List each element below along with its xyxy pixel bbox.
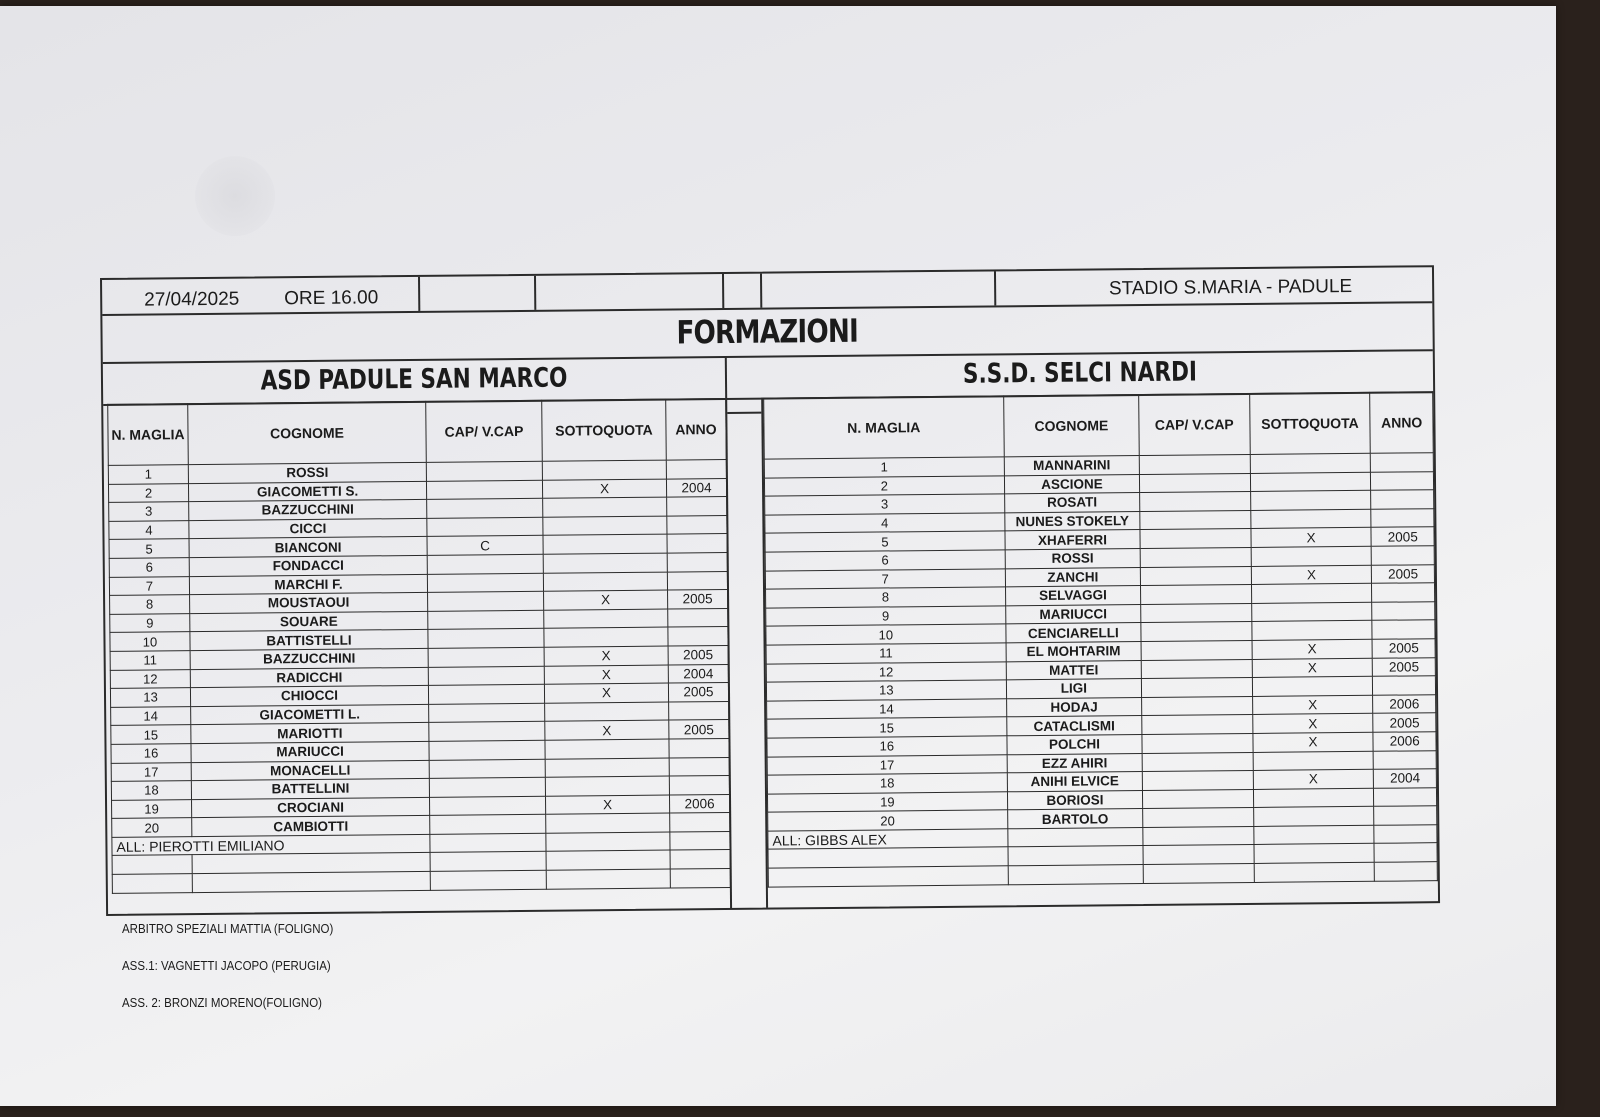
player-captain [428,629,544,649]
teams-divider [725,356,727,398]
player-year: 2005 [1372,639,1435,658]
player-year [669,776,729,795]
player-number: 20 [112,818,192,837]
player-number: 11 [766,643,1006,664]
table-cell [1254,862,1375,882]
player-number: 19 [112,799,192,818]
player-number: 3 [109,502,189,521]
player-captain [427,517,543,537]
match-date: 27/04/2025 [144,288,240,311]
player-year [1372,601,1435,620]
player-surname: CHIOCCI [190,685,428,706]
player-surname: SOUARE [190,611,428,632]
player-surname: MARIOTTI [191,723,429,744]
away-coach: ALL: GIBBS ALEX [768,829,1008,850]
player-surname: POLCHI [1007,734,1143,754]
player-surname: MARIUCCI [1005,604,1141,624]
player-number: 16 [111,744,191,763]
referee-line: ARBITRO SPEZIALI MATTIA (FOLIGNO) [122,922,334,936]
player-surname: EL MOHTARIM [1006,641,1142,661]
player-underage [542,460,666,480]
player-surname: LIGI [1006,679,1142,699]
player-captain [1142,678,1253,698]
table-cell [192,853,430,874]
player-captain [429,759,545,779]
player-year [670,813,730,832]
player-number: 14 [767,699,1007,720]
player-captain: C [427,536,543,556]
player-underage: X [542,479,666,499]
player-year: 2005 [668,645,728,664]
player-underage: X [1253,732,1374,752]
player-underage [1250,453,1371,473]
player-surname: MARCHI F. [189,574,427,595]
player-year: 2005 [1371,527,1434,546]
player-captain [427,573,543,593]
player-underage: X [1252,639,1373,659]
player-surname: MARIUCCI [191,741,429,762]
player-surname: MANNARINI [1004,456,1140,476]
player-number: 1 [108,465,188,484]
player-surname: ROSSI [188,462,426,483]
col-underage: SOTTOQUOTA [542,399,667,461]
player-captain [428,666,544,686]
table-cell [670,869,730,888]
player-captain [1141,603,1252,623]
col-captain: CAP/ V.CAP [1139,393,1250,455]
player-captain [1140,547,1251,567]
player-surname: CICCI [189,518,427,539]
table-cell [1375,862,1438,881]
header-divider [534,276,536,310]
player-captain [1140,492,1251,512]
player-surname: CATACLISMI [1006,716,1142,736]
player-underage [545,758,669,778]
player-captain [428,610,544,630]
player-number: 3 [765,494,1005,515]
player-underage [1250,472,1371,492]
player-number: 4 [765,513,1005,534]
player-underage: X [544,646,668,666]
header-divider [760,274,762,308]
player-underage [544,609,668,629]
player-number: 8 [110,595,190,614]
player-captain [1140,529,1251,549]
table-cell [1143,845,1254,865]
player-number: 19 [767,792,1007,813]
player-surname: BIANCONI [189,537,427,558]
player-underage [1251,602,1372,622]
player-captain [427,498,543,518]
player-captain [428,591,544,611]
player-underage [1253,788,1374,808]
player-underage [1253,751,1374,771]
home-team-name: ASD PADULE SAN MARCO [260,362,568,397]
player-number: 13 [110,688,190,707]
player-number: 2 [764,475,1004,496]
table-cell [1008,846,1144,866]
player-number: 17 [767,754,1007,775]
player-surname: MONACELLI [191,760,429,781]
player-year: 2006 [1373,732,1436,751]
player-number: 2 [108,483,188,502]
player-captain [1139,454,1250,474]
player-underage: X [544,665,668,685]
player-underage [545,776,669,796]
player-surname: NUNES STOKELY [1004,511,1140,531]
player-year [667,552,727,571]
player-number: 5 [109,539,189,558]
player-captain [1140,510,1251,530]
table-cell [1254,844,1375,864]
player-captain [1142,733,1253,753]
col-surname: COGNOME [188,401,427,464]
col-surname: COGNOME [1003,395,1139,457]
table-header-row [764,392,1434,459]
player-underage [543,572,667,592]
player-underage: X [1251,565,1372,585]
player-underage [1250,509,1371,529]
player-captain [1141,622,1252,642]
player-number: 9 [766,606,1006,627]
player-number: 13 [766,680,1006,701]
player-number: 18 [111,781,191,800]
player-surname: BAZZUCCHINI [189,500,427,521]
match-time: ORE 16.00 [284,287,379,310]
player-captain [1142,715,1253,735]
player-year: 2004 [668,664,728,683]
player-underage [543,497,667,517]
table-cell [430,870,546,890]
player-year [667,497,727,516]
player-year [1374,806,1437,825]
player-year: 2006 [1373,694,1436,713]
player-number: 8 [766,587,1006,608]
player-captain [1142,771,1253,791]
player-surname: XHAFERRI [1005,530,1141,550]
header-divider [994,271,996,305]
table-cell [1374,825,1437,844]
player-surname: MATTEI [1006,660,1142,680]
table-header-row [108,398,727,465]
table-cell [1007,827,1143,847]
player-underage [1251,546,1372,566]
page-title: FORMAZIONI [676,311,859,352]
player-underage [546,813,670,833]
table-cell [1143,826,1254,846]
player-year [669,757,729,776]
player-captain [1141,585,1252,605]
player-number: 9 [110,613,190,632]
player-year [667,571,727,590]
assistant1-line: ASS.1: VAGNETTI JACOPO (PERUGIA) [122,959,331,973]
table-cell [1253,825,1374,845]
player-surname: CENCIARELLI [1006,623,1142,643]
player-year [666,459,726,478]
player-underage [1251,583,1372,603]
player-year [1372,583,1435,602]
player-year [668,608,728,627]
player-captain [428,647,544,667]
col-number: N. MAGLIA [108,404,189,466]
player-captain [426,480,542,500]
player-underage: X [1252,695,1373,715]
player-surname: GIACOMETTI S. [188,481,426,502]
player-captain [429,740,545,760]
player-number: 1 [764,457,1004,478]
table-cell [192,871,430,892]
player-underage: X [544,590,668,610]
player-underage: X [544,683,668,703]
table-cell [768,847,1008,868]
player-year [1372,620,1435,639]
table-cell [430,852,546,872]
player-number: 16 [767,736,1007,757]
player-year: 2005 [668,590,728,609]
player-year [669,701,729,720]
player-number: 17 [111,762,191,781]
player-surname: SELVAGGI [1005,586,1141,606]
col-number: N. MAGLIA [764,396,1004,459]
player-year [1373,676,1436,695]
player-number: 20 [768,810,1008,831]
table-cell [670,831,730,850]
player-underage: X [1251,528,1372,548]
player-year: 2005 [669,720,729,739]
player-year: 2005 [668,683,728,702]
player-year: 2005 [1373,713,1436,732]
player-captain [1142,696,1253,716]
table-cell [1143,864,1254,884]
player-number: 6 [765,550,1005,571]
player-underage: X [1252,714,1373,734]
player-underage: X [1252,658,1373,678]
player-surname: GIACOMETTI L. [191,704,429,725]
player-underage: X [545,795,669,815]
player-number: 11 [110,651,190,670]
player-number: 15 [767,717,1007,738]
stadium-name: STADIO S.MARIA - PADULE [1108,275,1353,300]
table-cell [768,866,1008,887]
player-year [669,738,729,757]
player-number: 10 [110,632,190,651]
player-captain [430,815,546,835]
player-captain [1140,566,1251,586]
player-surname: FONDACCI [189,555,427,576]
player-surname: RADICCHI [190,667,428,688]
player-year: 2005 [1373,657,1436,676]
player-year: 2006 [669,794,729,813]
table-cell [112,855,192,874]
player-year [667,534,727,553]
player-number: 5 [765,531,1005,552]
player-number: 10 [766,624,1006,645]
player-captain [426,461,542,481]
player-underage [545,739,669,759]
player-year [1371,490,1434,509]
player-underage: X [545,720,669,740]
player-surname: ANIHI ELVICE [1007,772,1143,792]
header-divider [722,274,724,308]
player-year [1372,546,1435,565]
player-captain [429,777,545,797]
player-year: 2004 [1374,769,1437,788]
table-cell [112,874,192,893]
player-underage [1251,621,1372,641]
player-year [1371,453,1434,472]
player-number: 7 [765,568,1005,589]
table-cell [546,851,670,871]
player-underage [1252,676,1373,696]
paper-smudge [195,156,275,236]
table-cell [546,832,670,852]
player-captain [429,722,545,742]
col-captain: CAP/ V.CAP [426,400,543,462]
col-year: ANNO [1370,392,1433,454]
player-surname: ZANCHI [1005,567,1141,587]
player-underage [1253,807,1374,827]
header-divider [418,277,420,311]
player-year [1371,508,1434,527]
away-lineup-table [763,391,1438,887]
player-year [668,627,728,646]
assistant2-line: ASS. 2: BRONZI MORENO(FOLIGNO) [122,996,322,1010]
player-captain [1141,659,1252,679]
player-surname: EZZ AHIRI [1007,753,1143,773]
divider-tick [727,412,761,414]
player-captain [1142,752,1253,772]
player-captain [1140,473,1251,493]
paper-sheet [0,6,1556,1106]
player-number: 15 [111,725,191,744]
player-underage [1250,490,1371,510]
player-underage [545,702,669,722]
table-cell [1374,843,1437,862]
table-cell [430,833,546,853]
player-year [1371,471,1434,490]
player-underage [543,553,667,573]
home-lineup-table [107,398,731,894]
player-number: 12 [766,661,1006,682]
player-surname: BORIOSI [1007,790,1143,810]
player-captain [427,554,543,574]
away-lineup-body [764,453,1437,831]
player-number: 14 [111,706,191,725]
player-surname: BARTOLO [1007,809,1143,829]
player-captain [1141,640,1252,660]
lineup-form [100,265,1440,916]
player-number: 12 [110,669,190,688]
player-surname: ASCIONE [1004,474,1140,494]
player-underage: X [1253,769,1374,789]
player-surname: ROSSI [1005,548,1141,568]
player-surname: BATTELLINI [191,778,429,799]
player-number: 18 [767,773,1007,794]
player-surname: CROCIANI [192,797,430,818]
player-number: 7 [109,576,189,595]
table-cell [1008,865,1144,885]
player-captain [429,703,545,723]
player-number: 6 [109,558,189,577]
player-underage [544,627,668,647]
player-year: 2004 [666,478,726,497]
player-surname: HODAJ [1006,697,1142,717]
player-surname: MOUSTAOUI [190,593,428,614]
player-captain [1143,808,1254,828]
center-divider-column [725,398,768,908]
player-captain [1143,789,1254,809]
player-year [667,515,727,534]
player-year: 2005 [1372,564,1435,583]
table-cell [670,850,730,869]
away-team-name: S.S.D. SELCI NARDI [962,356,1198,390]
player-underage [543,516,667,536]
player-underage [543,534,667,554]
player-captain [428,684,544,704]
col-underage: SOTTOQUOTA [1249,392,1370,454]
player-surname: CAMBIOTTI [192,816,430,837]
player-surname: ROSATI [1004,493,1140,513]
player-number: 4 [109,520,189,539]
player-captain [429,796,545,816]
player-year [1374,750,1437,769]
player-surname: BAZZUCCHINI [190,648,428,669]
home-lineup-body [108,459,730,837]
home-coach: ALL: PIEROTTI EMILIANO [112,834,430,856]
col-year: ANNO [666,398,727,460]
player-year [1374,787,1437,806]
player-surname: BATTISTELLI [190,630,428,651]
table-cell [546,869,670,889]
